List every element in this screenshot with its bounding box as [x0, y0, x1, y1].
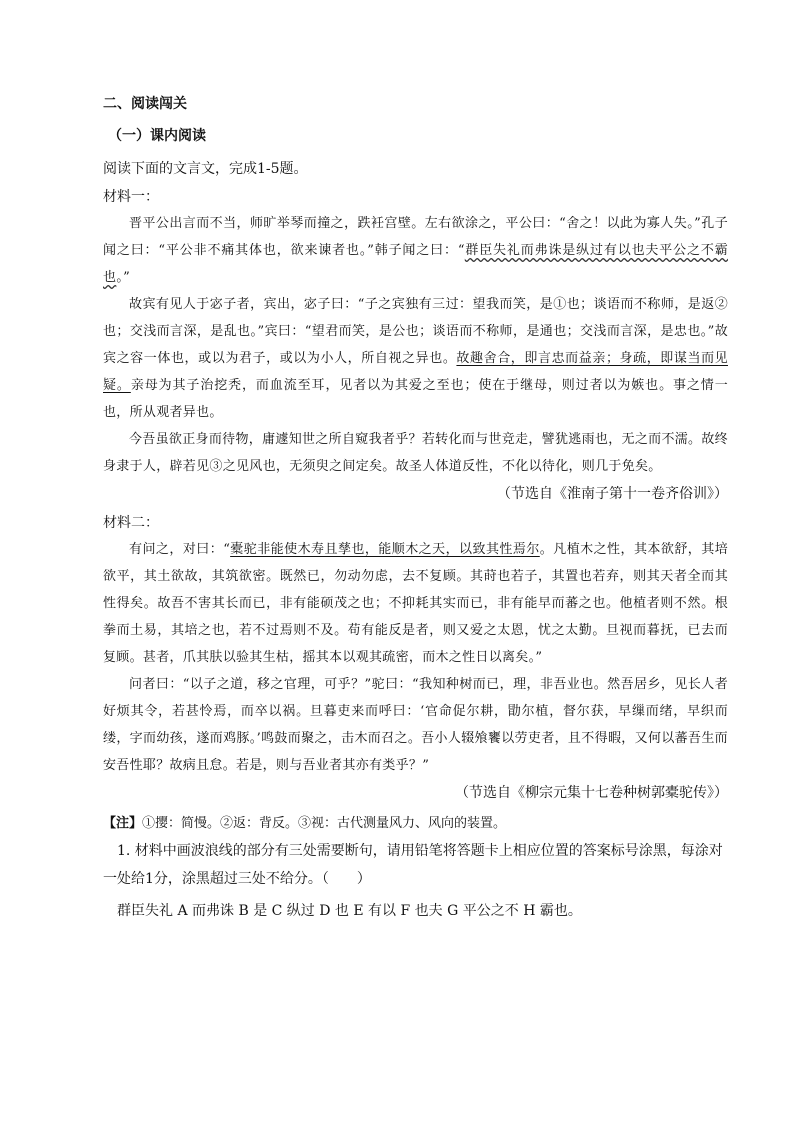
material1-p1-end: 。” [116, 270, 131, 285]
material1-p1-text: 晋平公出言而不当，师旷举琴而撞之，跌衽宫壁。左右欲涂之，平公曰：“舍之！以此为寡人失。”孔子闻之曰：“平公非不痛其体也，欲来谏者也。”韩子闻之曰：“ [103, 216, 728, 258]
note-label: 【注】 [103, 816, 143, 831]
material2-p1-end: 。凡植木之性，其本欲舒，其培欲平，其土欲故，其筑欲密。既然已，勿动勿虑，去不复顾。其莳也若子，其置也若弃，则其天者全而其性得矣。故吾不害其长而已，非有能硕茂之也；不抑耗其实而已，非有能早而蕃之也。他植者则不然。根拳而土易，其培之也，若不过焉则不及。苟有能反是者，则又爱之太恩，忧之太勤。旦视而暮抚，已去而复顾。甚者，爪其肤以验其生枯，摇其本以观其疏密，而木之性日以离矣。” [103, 542, 729, 665]
material1-paragraph-3: 今吾虽欲正身而待物，庸遽知世之所自窥我者乎？若转化而与世竞走，譬犹逃雨也，无之而不濡。故终身隶于人，辟若见③之见风也，无须臾之间定矣。故圣人体道反性，不化以待化，则几于免矣。 [103, 432, 728, 474]
material2-paragraph-2: 问者曰：“以子之道，移之官理，可乎？”驼曰：“我知种树而已，理，非吾业也。然吾居乡，见长人者好烦其令，若甚怜焉，而卒以祸。旦暮吏来而呼曰：‘官命促尔耕，勖尔植，督尔获，早缫而绪，早织而缕，字而幼孩，遂而鸡豚。’鸣鼓而聚之，击木而召之。吾小人辍飧饔以劳吏者，且不得暇，又何以蕃吾生而安吾性耶？故病且怠。若是，则与吾业者其亦有类乎？” [103, 677, 728, 773]
section-title: 二、阅读闯关 [103, 96, 187, 112]
underlined-text: 故趣舍合，即言忠而益亲；身疏，即谋当而见疑。 [103, 351, 728, 393]
annotation-note [103, 811, 728, 837]
underlined-text: 橐驼非能使木寿且孳也，能顺木之天，以致其性焉尔 [230, 542, 540, 557]
wavy-underlined-text: 群臣失礼而弗诛是纵过有以也夫平公之不霸也 [103, 243, 728, 285]
material2-p1-text: 有问之，对曰：“ [129, 542, 231, 557]
material1-source: （节选自《淮南子第十一卷齐俗训》） [497, 486, 728, 502]
subsection-title: （一）课内阅读 [108, 128, 206, 144]
material1-paragraph-2 [103, 291, 728, 426]
material1-paragraph-1 [103, 210, 728, 291]
material1-p2-end: 亲母为其子治挖秃，而血流至耳，见者以为其爱之至也；使在于继母，则过者以为嫉也。事之情一也，所从观者异也。 [103, 378, 728, 420]
material2-label: 材料二： [103, 515, 159, 531]
note-text: ①撄：简慢。②返：背反。③视：古代测量风力、风向的装置。 [142, 816, 507, 831]
material1-p2-text: 故宾有见人于宓子者，宾出，宓子曰：“子之宾独有三过：望我而笑，是①也；谈语而不称师，是返②也；交浅而言深，是乱也。”宾曰：“望君而笑，是公也；谈语而不称师，是通也；交浅而言深，是忠也。”故宾之容一体也，或以为君子，或以为小人，所自视之异也。 [103, 297, 728, 366]
material2-paragraph-1 [103, 536, 728, 671]
question-1-options: 群臣失礼 A 而弗诛 B 是 C 纵过 D 也 E 有以 F 也夫 G 平公之不 H 霸也。 [117, 903, 582, 919]
material1-label: 材料一： [103, 189, 159, 205]
document-content [103, 94, 728, 925]
question-1: 1. 材料中画波浪线的部分有三处需要断句，请用铅笔将答题卡上相应位置的答案标号涂黑，每涂对一处给1分，涂黑超过三处不给分。（ ） [103, 843, 723, 887]
material2-source: （节选自《柳宗元集十七卷种树郭橐驼传》） [455, 785, 728, 801]
instruction: 阅读下面的文言文，完成1-5题。 [103, 161, 308, 177]
